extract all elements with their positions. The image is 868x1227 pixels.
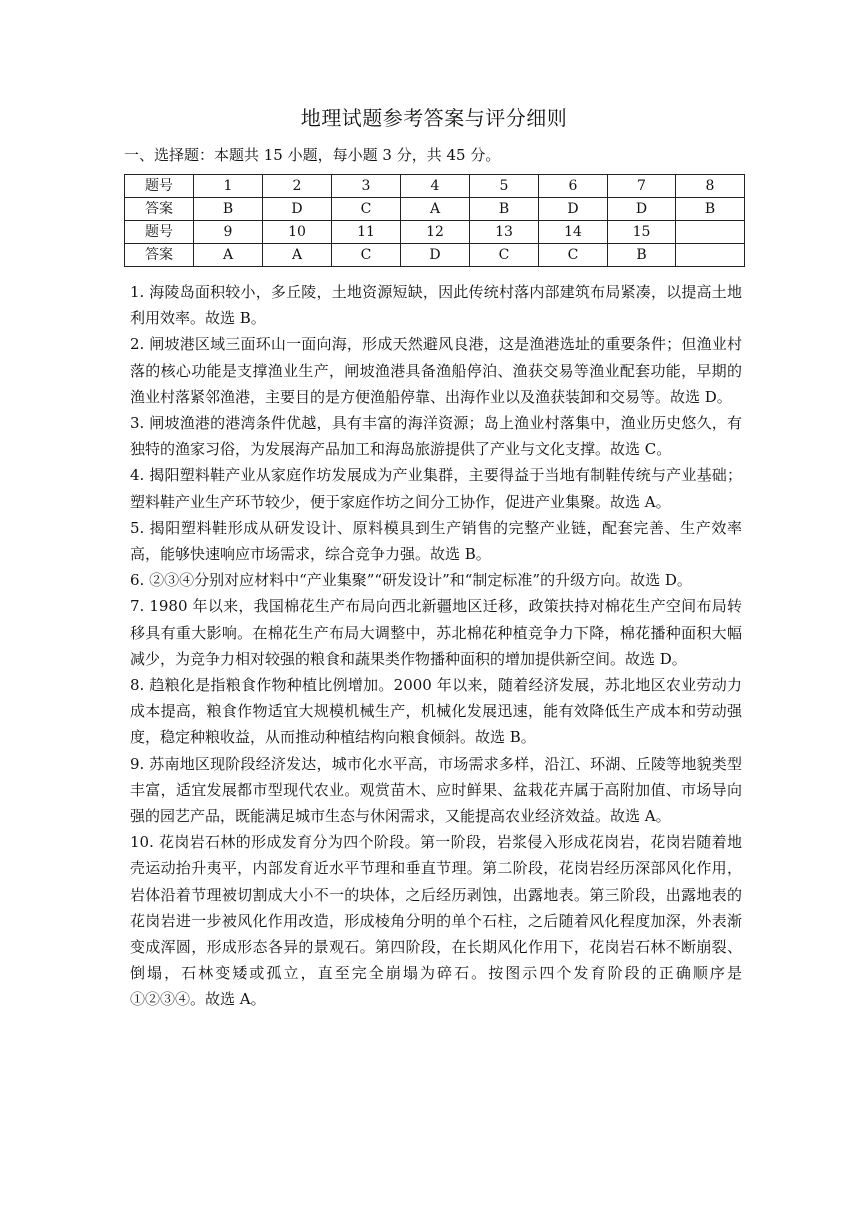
table-cell: 4 (401, 175, 470, 198)
table-cell: 8 (676, 175, 745, 198)
explanation-paragraph: 10. 花岗岩石林的形成发育分为四个阶段。第一阶段，岩浆侵入形成花岗岩，花岗岩随着地壳运动抬升夷平，内部发育近水平节理和垂直节理。第二阶段，花岗岩经历深部风化作用，岩体沿着节理被切割成大小不一的块体，之后经历剥蚀，出露地表。第三阶段，出露地表的花岗岩进一步被风化作用改造，形成棱角分明的单个石柱，之后随着风化程度加深，外表渐变成浑圆，形成形态各异的景观石。第四阶段，在长期风化作用下，花岗岩石林不断崩裂、倒塌，石林变矮或孤立，直至完全崩塌为碎石。按图示四个发育阶段的正确顺序是①②③④。故选 A。 (130, 833, 742, 1009)
explanation-paragraph: 9. 苏南地区现阶段经济发达，城市化水平高，市场需求多样，沿江、环湖、丘陵等地貌类型丰富，适宜发展都市型现代农业。观赏苗木、应时鲜果、盆栽花卉属于高附加值、市场导向强的园艺产品，既能满足城市生态与休闲需求，又能提高农业经济效益。故选 A。 (130, 754, 742, 826)
table-cell: C (332, 244, 401, 267)
table-cell: 14 (539, 221, 608, 244)
section-heading: 一、选择题：本题共 15 小题，每小题 3 分，共 45 分。 (124, 146, 501, 164)
table-row-header: 答案 (125, 198, 194, 221)
table-cell: 11 (332, 221, 401, 244)
table-cell: 3 (332, 175, 401, 198)
explanation-paragraph: 4. 揭阳塑料鞋产业从家庭作坊发展成为产业集群，主要得益于当地有制鞋传统与产业基础；塑料鞋产业生产环节较少，便于家庭作坊之间分工协作，促进产业集聚。故选 A。 (130, 466, 742, 511)
table-cell: D (608, 198, 676, 221)
table-cell: B (194, 198, 263, 221)
explanation-paragraph: 3. 闸坡渔港的港湾条件优越，具有丰富的海洋资源；岛上渔业村落集中，渔业历史悠久，有独特的渔家习俗，为发展海产品加工和海岛旅游提供了产业与文化支撑。故选 C。 (130, 414, 742, 459)
table-cell: D (539, 198, 608, 221)
table-row (125, 221, 745, 244)
table-cell: 10 (263, 221, 332, 244)
table-cell: 6 (539, 175, 608, 198)
explanation-paragraph: 1. 海陵岛面积较小，多丘陵，土地资源短缺，因此传统村落内部建筑布局紧凑，以提高土地利用效率。故选 B。 (130, 283, 742, 328)
explanation-list (130, 279, 742, 1013)
explanation-paragraph: 6. ②③④分别对应材料中“产业集聚”“研发设计”和“制定标准”的升级方向。故选 D。 (130, 571, 692, 590)
table-row (125, 244, 745, 267)
table-cell: 9 (194, 221, 263, 244)
explanation-paragraph: 2. 闸坡港区域三面环山一面向海，形成天然避风良港，这是渔港选址的重要条件；但渔业村落的核心功能是支撑渔业生产，闸坡渔港具备渔船停泊、渔获交易等渔业配套功能，早期的渔业村落紧邻渔港，主要目的是方便渔船停靠、出海作业以及渔获装卸和交易等。故选 D。 (130, 335, 742, 406)
table-row-header: 答案 (125, 244, 194, 267)
table-row (125, 175, 745, 198)
table-cell: A (401, 198, 470, 221)
table-cell (676, 221, 745, 244)
table-cell: 12 (401, 221, 470, 244)
table-cell: 7 (608, 175, 676, 198)
table-cell: A (263, 244, 332, 267)
explanation-paragraph: 8. 趋粮化是指粮食作物种植比例增加。2000 年以来，随着经济发展，苏北地区农业劳动力成本提高，粮食作物适宜大规模机械生产，机械化发展迅速，能有效降低生产成本和劳动强度，稳定种粮收益，从而推动种植结构向粮食倾斜。故选 B。 (130, 676, 742, 747)
table-cell: 15 (608, 221, 676, 244)
table-row-header: 题号 (125, 175, 194, 198)
table-cell: 5 (470, 175, 539, 198)
table-cell: C (332, 198, 401, 221)
table-cell: C (539, 244, 608, 267)
table-cell: 1 (194, 175, 263, 198)
table-cell: D (401, 244, 470, 267)
table-cell: 2 (263, 175, 332, 198)
table-cell (676, 244, 745, 267)
table-cell: D (263, 198, 332, 221)
table-cell: B (470, 198, 539, 221)
table-cell: B (608, 244, 676, 267)
explanation-paragraph: 5. 揭阳塑料鞋形成从研发设计、原料模具到生产销售的完整产业链，配套完善、生产效率高，能够快速响应市场需求，综合竞争力强。故选 B。 (130, 518, 742, 564)
table-cell: C (470, 244, 539, 267)
table-cell: 13 (470, 221, 539, 244)
table-cell: B (676, 198, 745, 221)
page-title: 地理试题参考答案与评分细则 (300, 106, 568, 130)
explanation-paragraph: 7. 1980 年以来，我国棉花生产布局向西北新疆地区迁移，政策扶持对棉花生产空间布局转移具有重大影响。在棉花生产布局大调整中，苏北棉花种植竞争力下降，棉花播种面积大幅减少，为竞争力相对较强的粮食和蔬果类作物播种面积的增加提供新空间。故选 D。 (130, 597, 742, 668)
table-row-header: 题号 (125, 221, 194, 244)
table-cell: A (194, 244, 263, 267)
answer-table (124, 174, 745, 267)
table-row (125, 198, 745, 221)
